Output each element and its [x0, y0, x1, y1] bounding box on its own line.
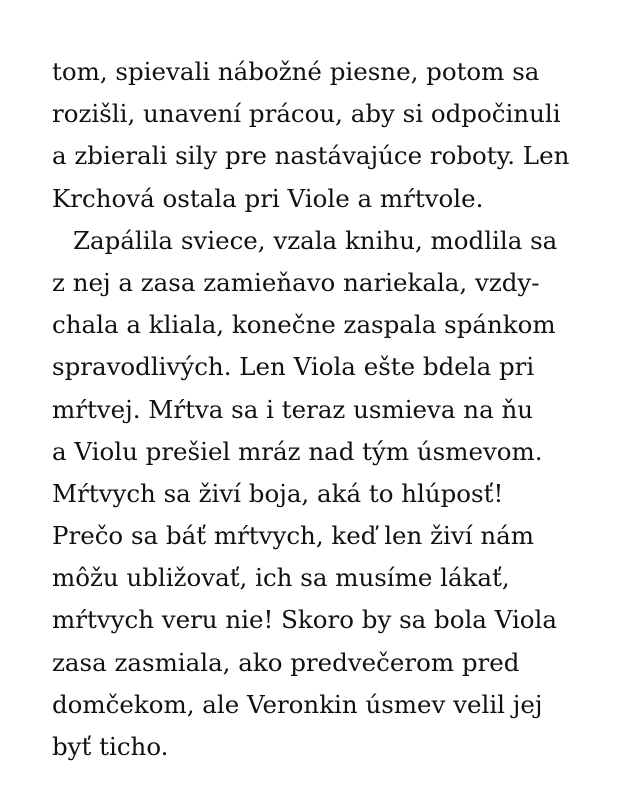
text-line: Prečo sa báť mŕtvych, keď len živí nám [52, 521, 534, 551]
text-line: mŕtvej. Mŕtva sa i teraz usmieva na ňu [52, 394, 534, 424]
text-line: spravodlivých. Len Viola ešte bdela pri [52, 352, 535, 382]
paragraph-start-line: Zapálila sviece, vzala knihu, modlila sa [73, 225, 558, 255]
text-line: môžu ubližovať, ich sa musíme lákať, [52, 563, 510, 593]
text-line: domčekom, ale Veronkin úsmev velil jej [52, 689, 543, 719]
text-line: a zbierali sily pre nastávajúce roboty. Len [52, 141, 570, 171]
text-line: Mŕtvych sa živí boja, aká to hlúposť! [52, 478, 504, 508]
text-line: tom, spievali nábožné piesne, potom sa [52, 57, 540, 86]
text-line: z nej a zasa zamieňavo nariekala, vzdy- [52, 267, 540, 297]
text-line: chala a kliala, konečne zaspala spánkom [52, 310, 556, 340]
text-line: mŕtvych veru nie! Skoro by sa bola Viola [52, 605, 557, 635]
page-text [52, 51, 622, 768]
text-line: zasa zasmiala, ako predvečerom pred [52, 647, 520, 677]
text-line: Krchová ostala pri Viole a mŕtvole. [52, 183, 484, 213]
text-line: rozišli, unavení prácou, aby si odpočinuli [52, 99, 561, 129]
text-line: a Violu prešiel mráz nad tým úsmevom. [52, 436, 543, 466]
text-line: byť ticho. [52, 732, 169, 761]
